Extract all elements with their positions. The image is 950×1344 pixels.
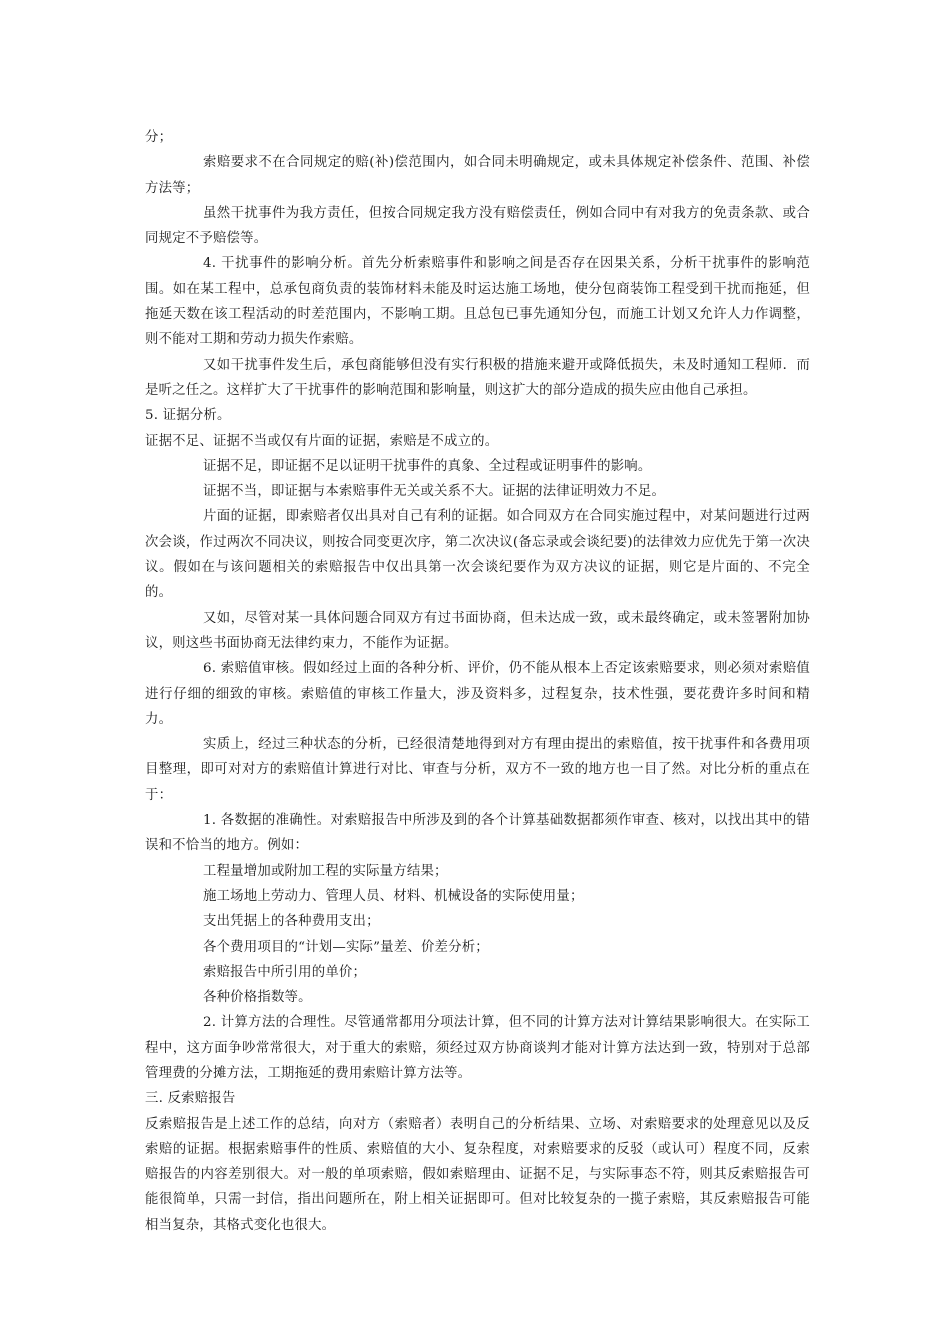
paragraph: 实质上，经过三种状态的分析，已经很清楚地得到对方有理由提出的索赔值，按干扰事件和各费用项目整理，即可对对方的索赔值计算进行对比、审查与分析，双方不一致的地方也一目了然。对比分析的重点在于： (145, 737, 810, 803)
list-item: 施工场地上劳动力、管理人员、材料、机械设备的实际使用量； (203, 888, 584, 904)
paragraph: 片面的证据，即索赔者仅出具对自己有利的证据。如合同双方在合同实施过程中，对某问题进行过两次会谈，作过两次不同决议，则按合同变更次序，第二次决议(备忘录或会谈纪要)的法律效力应优先于第一次决议。假如在与该问题相关的索赔报告中仅出具第一次会谈纪要作为双方决议的证据，则它是片面的、不完全的。 (145, 509, 810, 601)
list-item: 支出凭据上的各种费用支出； (203, 914, 380, 930)
paragraph: 又如干扰事件发生后，承包商能够但没有实行积极的措施来避开或降低损失，未及时通知工程师．而是听之任之。这样扩大了干扰事件的影响范围和影响量，则这扩大的部分造成的损失应由他自己承担。 (145, 357, 810, 398)
list-item: 工程量增加或附加工程的实际量方结果； (203, 863, 448, 879)
paragraph: 2. 计算方法的合理性。尽管通常都用分项法计算，但不同的计算方法对计算结果影响很大。在实际工程中，这方面争吵常常很大，对于重大的索赔，须经过双方协商谈判才能对计算方法达到一致，特别对于总部管理费的分摊方法，工期拖延的费用索赔计算方法等。 (145, 1015, 810, 1081)
paragraph: 虽然干扰事件为我方责任，但按合同规定我方没有赔偿责任，例如合同中有对我方的免责条款、或合同规定不予赔偿等。 (145, 205, 810, 247)
paragraph: 1. 各数据的准确性。对索赔报告中所涉及到的各个计算基础数据都须作审查、核对，以找出其中的错误和不恰当的地方。例如： (145, 813, 810, 854)
paragraph: 索赔要求不在合同规定的赔(补)偿范围内，如合同未明确规定，或未具体规定补偿条件、范围、补偿方法等； (145, 155, 810, 196)
section-heading: 5. 证据分析。 (145, 408, 231, 424)
paragraph: 证据不当，即证据与本索赔事件无关或关系不大。证据的法律证明效力不足。 (203, 484, 666, 500)
document-page (145, 125, 810, 1238)
paragraph: 证据不足、证据不当或仅有片面的证据，索赔是不成立的。 (145, 433, 499, 449)
paragraph: 证据不足，即证据不足以证明干扰事件的真象、全过程或证明事件的影响。 (203, 458, 652, 474)
paragraph: 4. 干扰事件的影响分析。首先分析索赔事件和影响之间是否存在因果关系，分析干扰事件的影响范围。如在某工程中，总承包商负责的装饰材料未能及时运达施工场地，使分包商装饰工程受到干扰而拖延，但拖延天数在该工程活动的时差范围内，不影响工期。且总包已事先通知分包，而施工计划又允许人力作调整，则不能对工期和劳动力损失作索赔。 (145, 256, 810, 348)
list-item: 各个费用项目的“计划—实际”量差、价差分析； (203, 939, 489, 955)
paragraph: 反索赔报告是上述工作的总结，向对方（索赔者）表明自己的分析结果、立场、对索赔要求的处理意见以及反索赔的证据。根据索赔事件的性质、索赔值的大小、复杂程度，对索赔要求的反驳（或认可）程度不同，反索赔报告的内容差别很大。对一般的单项索赔，假如索赔理由、证据不足，与实际事态不符，则其反索赔报告可能很简单，只需一封信，指出问题所在，附上相关证据即可。但对比较复杂的一揽子索赔，其反索赔报告可能相当复杂，其格式变化也很大。 (145, 1116, 810, 1233)
paragraph: 又如，尽管对某一具体问题合同双方有过书面协商，但未达成一致，或未最终确定，或未签署附加协议，则这些书面协商无法律约束力，不能作为证据。 (145, 610, 810, 651)
paragraph: 6. 索赔值审核。假如经过上面的各种分析、评价，仍不能从根本上否定该索赔要求，则必须对索赔值进行仔细的细致的审核。索赔值的审核工作量大，涉及资料多，过程复杂，技术性强，要花费许多时间和精力。 (145, 661, 810, 727)
paragraph: 分； (145, 130, 173, 145)
section-heading: 三. 反索赔报告 (145, 1091, 236, 1107)
list-item: 各种价格指数等。 (203, 990, 312, 1006)
list-item: 索赔报告中所引用的单价； (203, 964, 367, 980)
